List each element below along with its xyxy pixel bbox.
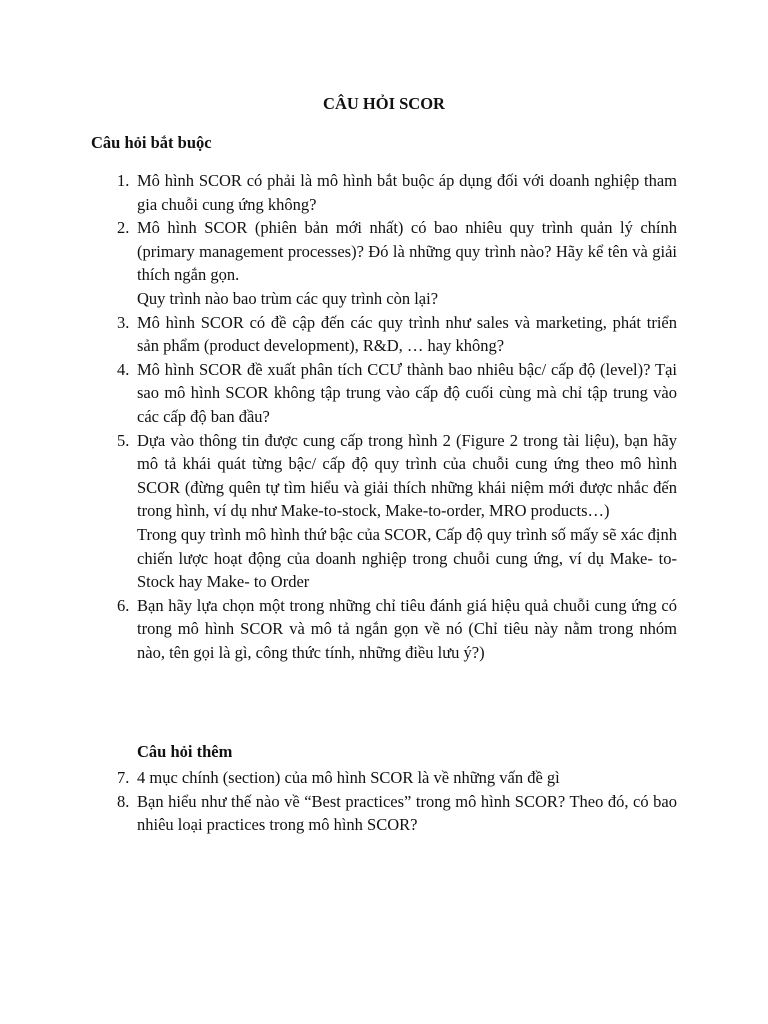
question-text: Mô hình SCOR (phiên bản mới nhất) có bao nhiêu quy trình quản lý chính (primary management processes)? Đó là những quy trình nào? Hãy kể tên và giải thích ngắn gọn. — [137, 218, 677, 285]
question-list-extra — [91, 766, 677, 837]
question-number: 7. — [117, 768, 130, 787]
question-text: Mô hình SCOR có đề cập đến các quy trình như sales và marketing, phát triển sản phẩm (product development), R&D, … hay không? — [137, 312, 677, 356]
section-heading-extra: Câu hỏi thêm — [137, 742, 233, 761]
section-heading-required: Câu hỏi bắt buộc — [91, 133, 212, 152]
question-text: 4 mục chính (section) của mô hình SCOR là về những vấn đề gì — [137, 768, 560, 787]
question-item-3 — [91, 311, 677, 358]
question-number: 3. — [117, 312, 130, 332]
question-text: Trong quy trình mô hình thứ bậc của SCOR, Cấp độ quy trình số mấy sẽ xác định chiến lược hoạt động của doanh nghiệp trong chuỗi cung ứng, ví dụ Make- to- Stock hay Make- to Order — [137, 524, 677, 592]
question-text: Mô hình SCOR có phải là mô hình bắt buộc áp dụng đối với doanh nghiệp tham gia chuỗi cung ứng không? — [137, 171, 677, 214]
question-text: Dựa vào thông tin được cung cấp trong hình 2 (Figure 2 trong tài liệu), bạn hãy mô tả khái quát từng bậc/ cấp độ quy trình của chuỗi cung ứng theo mô hình SCOR (đừng quên tự tìm hiểu và giải thích những khái niệm mới được nhắc đến trong hình, ví dụ như Make-to-stock, Make-to-order, MRO products…) — [137, 430, 677, 521]
question-item-5 — [91, 429, 677, 594]
question-text: Mô hình SCOR đề xuất phân tích CCƯ thành bao nhiêu bậc/ cấp độ (level)? Tại sao mô hình SCOR không tập trung vào cấp độ cuối cùng mà chỉ tập trung vào các cấp độ ban đầu? — [137, 359, 677, 426]
question-text: Quy trình nào bao trùm các quy trình còn lại? — [137, 288, 439, 308]
question-text: Bạn hiểu như thế nào về “Best practices” trong mô hình SCOR? Theo đó, có bao nhiêu loại practices trong mô hình SCOR? — [137, 791, 677, 835]
question-list-required — [91, 169, 677, 664]
question-number: 2. — [117, 218, 130, 238]
question-text: Bạn hãy lựa chọn một trong những chỉ tiêu đánh giá hiệu quả chuỗi cung ứng có trong mô hình SCOR và mô tả ngắn gọn về nó (Chỉ tiêu này nằm trong nhóm nào, tên gọi là gì, công thức tính, những điều lưu ý?) — [137, 595, 677, 662]
question-number: 5. — [117, 430, 130, 450]
question-number: 4. — [117, 359, 130, 379]
question-item-6 — [91, 594, 677, 665]
question-item-8 — [91, 790, 677, 837]
question-number: 1. — [117, 171, 130, 190]
question-number: 6. — [117, 595, 130, 615]
question-item-1 — [91, 169, 677, 216]
question-item-4 — [91, 358, 677, 429]
question-item-7 — [91, 766, 677, 790]
document-title: CÂU HỎI SCOR — [323, 94, 445, 113]
question-number: 8. — [117, 791, 130, 811]
question-item-2 — [91, 216, 677, 310]
